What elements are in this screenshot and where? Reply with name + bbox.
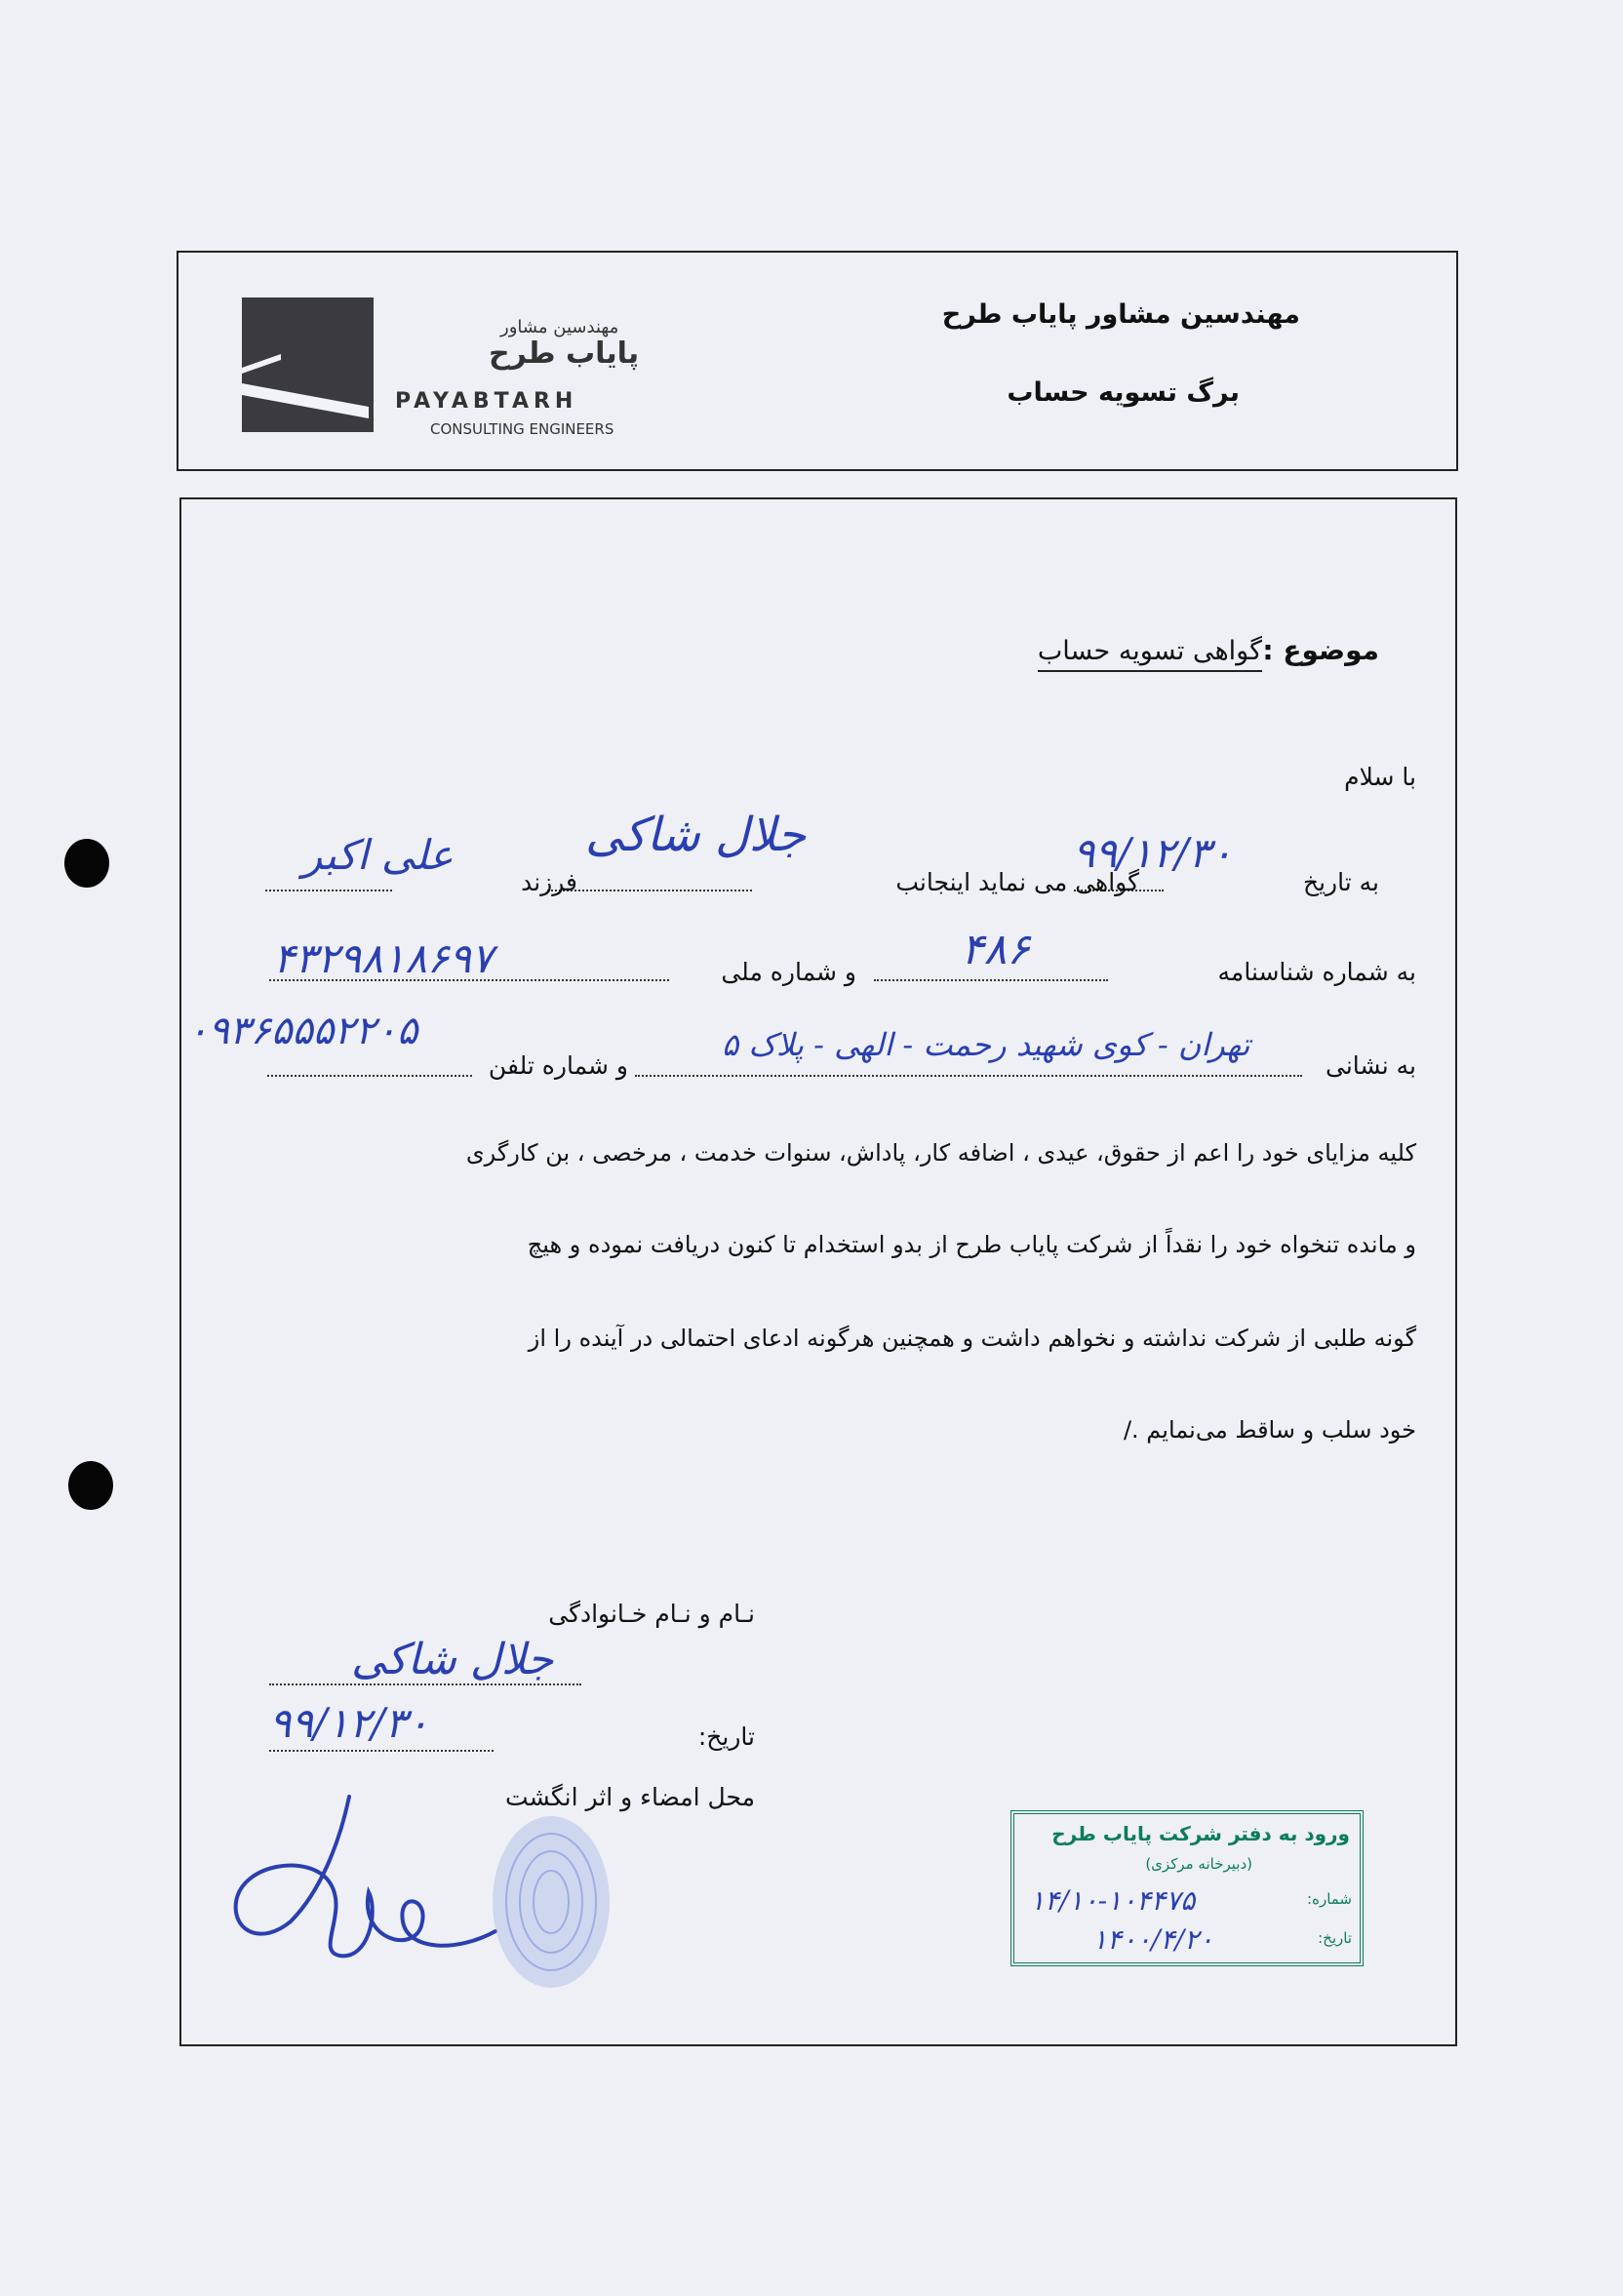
paragraph-line-1: کلیه مزایای خود را اعم از حقوق، عیدی ، اضافه کار، پاداش، سنوات خدمت ، مرخصی ، بن کارگری <box>465 1139 1416 1167</box>
stamp-date-value: ۱۴۰۰/۴/۲۰ <box>1092 1923 1214 1956</box>
child-of-label: فرزند <box>521 868 577 896</box>
address-label: به نشانی <box>1326 1051 1416 1080</box>
subject-value: گواهی تسویه حساب <box>1038 636 1262 672</box>
hw-id-number: ۴۸۶ <box>961 925 1030 974</box>
logo-en-name: PAYABTARH <box>395 389 578 414</box>
id-number-field <box>874 979 1108 981</box>
stamp-date-label: تاریخ: <box>1318 1929 1352 1947</box>
greeting: با سلام <box>1344 763 1416 791</box>
father-name-field <box>265 890 392 891</box>
date-label: به تاریخ <box>1302 868 1379 896</box>
paragraph-line-4: خود سلب و ساقط می‌نمایم ./ <box>1123 1416 1416 1444</box>
phone-label: و شماره تلفن <box>488 1051 628 1080</box>
stamp-number-label: شماره: <box>1307 1890 1352 1908</box>
subject-label: موضوع : <box>1262 634 1379 666</box>
hw-signature-name: جلال شاکی <box>351 1635 554 1684</box>
form-title: برگ تسویه حساب <box>1007 377 1240 408</box>
hw-name: جلال شاکی <box>585 808 807 862</box>
punch-hole-bottom <box>68 1461 113 1510</box>
hw-signature-date: ۹۹/۱۲/۳۰ <box>269 1699 429 1747</box>
signature-date-field <box>269 1750 494 1752</box>
logo-en-sub: CONSULTING ENGINEERS <box>430 420 614 438</box>
certify-text: گواهی می نماید اینجانب <box>895 868 1139 896</box>
company-logo <box>242 297 378 434</box>
phone-field <box>267 1075 472 1077</box>
signature-place-label: محل امضاء و اثر انگشت <box>505 1783 755 1811</box>
hw-national-id: ۴۳۲۹۸۱۸۶۹۷ <box>273 934 494 982</box>
logo-fa-small: مهندسین مشاور <box>500 317 619 337</box>
company-title: مهندسین مشاور پایاب طرح <box>941 299 1300 330</box>
paragraph-line-2: و مانده تنخواه خود را نقداً از شرکت پایاب طرح از بدو استخدام تا کنون دریافت نموده و هیچ <box>527 1231 1416 1258</box>
header-box <box>177 251 1458 471</box>
hw-address: تهران - کوی شهید رحمت - الهی - پلاک ۵ <box>722 1026 1250 1063</box>
hw-father-name: علی اکبر <box>302 831 454 879</box>
stamp-number-value: ۱۴/۱۰-۱۰۴۴۷۵ <box>1030 1884 1196 1917</box>
signature-date-label: تاریخ: <box>697 1722 755 1751</box>
logo-fa-large: پایاب طرح <box>489 336 640 371</box>
hw-phone: ۰۹۳۶۵۵۵۲۲۰۵ <box>187 1009 418 1053</box>
hw-date: ۹۹/۱۲/۳۰ <box>1073 829 1233 877</box>
receipt-stamp <box>1010 1810 1364 1966</box>
punch-hole-top <box>64 839 109 888</box>
stamp-title: ورود به دفتر شرکت پایاب طرح <box>1051 1822 1350 1845</box>
name-field <box>547 890 752 891</box>
address-field <box>635 1075 1302 1077</box>
handwritten-signature-icon <box>222 1785 515 1980</box>
id-number-label: به شماره شناسنامه <box>1217 958 1416 986</box>
signature-name-label: نـام و نـام خـانوادگی <box>548 1600 755 1628</box>
stamp-subtitle: (دبیرخانه مرکزی) <box>1145 1855 1252 1873</box>
fingerprint-icon <box>483 1809 619 1995</box>
paragraph-line-3: گونه طلبی از شرکت نداشته و نخواهم داشت و همچنین هرگونه ادعای احتمالی در آینده را از <box>528 1325 1416 1352</box>
national-id-label: و شماره ملی <box>721 958 856 986</box>
logo-mark-icon <box>242 297 378 434</box>
